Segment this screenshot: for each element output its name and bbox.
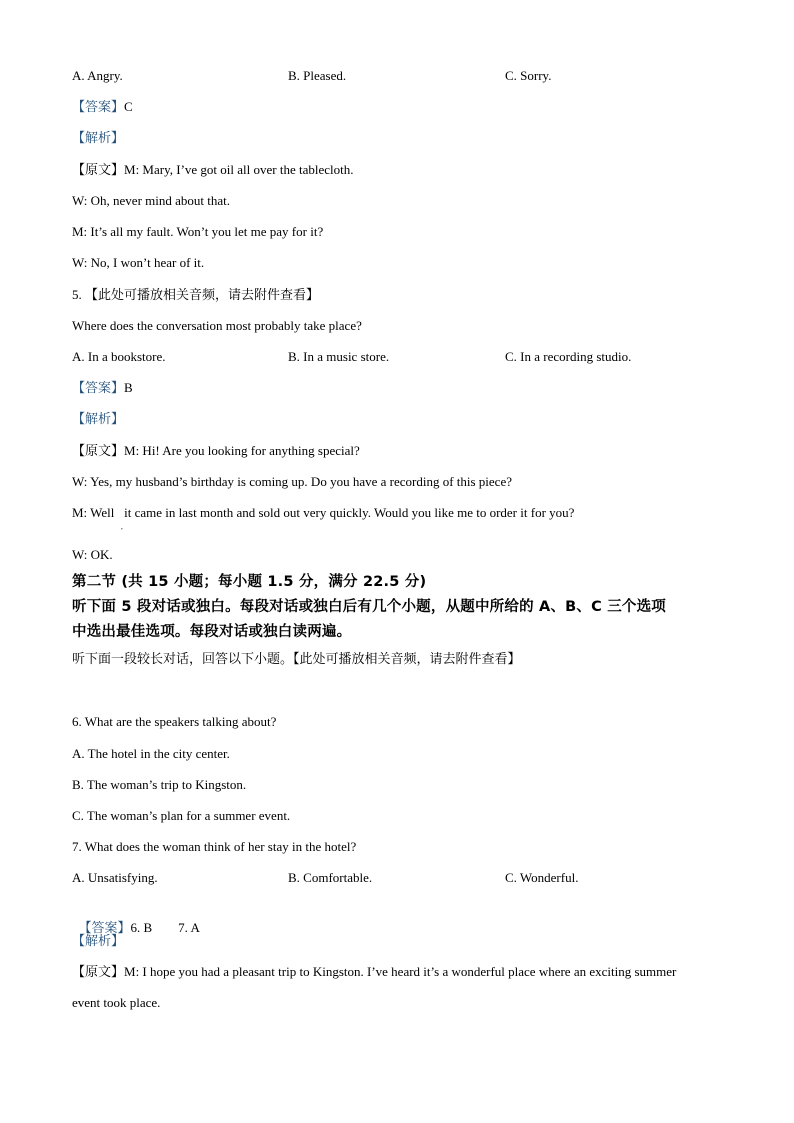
q6-option-b: B. The woman’s trip to Kingston.: [72, 777, 247, 792]
q5-number: 5.: [72, 287, 82, 302]
q5-audio-note: 【此处可播放相关音频，请去附件查看】: [85, 288, 320, 303]
q7-question: 7. What does the woman think of her stay in the hotel?: [72, 839, 357, 854]
analysis-tag: 【解析】: [72, 412, 125, 427]
q7-option-a: A. Unsatisfying.: [72, 870, 158, 885]
q5-dialogue-2: W: Yes, my husband’s birthday is coming up. Do you have a recording of this piece?: [72, 474, 512, 489]
q4-dialogue-4: W: No, I won’t hear of it.: [72, 255, 205, 270]
analysis-tag: 【解析】: [72, 131, 125, 146]
q5-dialogue-1: M: Hi! Are you looking for anything special?: [124, 443, 360, 458]
q7-option-c: C. Wonderful.: [505, 870, 579, 885]
section2-title: 第二节 (共 15 小题；每小题 1.5 分，满分 22.5 分): [72, 574, 427, 590]
q4-answer-line: [72, 98, 133, 117]
q6-option-c: C. The woman’s plan for a summer event.: [72, 808, 291, 823]
answer-tag: 【答案】: [72, 381, 125, 396]
original-tag: 【原文】: [72, 444, 125, 459]
q4-option-a: A. Angry.: [72, 68, 123, 83]
section2-listen-note: 听下面一段较长对话，回答以下小题。【此处可播放相关音频，请去附件查看】: [72, 652, 521, 667]
q7-original-line: [72, 963, 676, 982]
q4-dialogue-1: M: Mary, I’ve got oil all over the tablecloth.: [124, 162, 354, 177]
q4-original-line: [72, 161, 354, 180]
q4-dialogue-3: M: It’s all my fault. Won’t you let me pay for it?: [72, 224, 324, 239]
q5-analysis-line: [72, 410, 124, 429]
q4-dialogue-2: W: Oh, never mind about that.: [72, 193, 231, 208]
stray-comma-mark: ,: [121, 523, 123, 531]
q6-option-a: A. The hotel in the city center.: [72, 746, 230, 761]
q5-answer-value: B: [124, 380, 133, 395]
q7-dialogue-1: M: I hope you had a pleasant trip to Kingston. I’ve heard it’s a wonderful place where an exciting summer: [124, 964, 677, 979]
q5-dialogue-4: W: OK.: [72, 547, 113, 562]
q7-analysis-line: [72, 932, 124, 951]
analysis-tag: 【解析】: [72, 934, 125, 949]
q5-option-c: C. In a recording studio.: [505, 349, 632, 364]
section2-instruction-2: 中选出最佳选项。每段对话或独白读两遍。: [72, 624, 352, 640]
q4-analysis-line: [72, 129, 124, 148]
q4-answer-value: C: [124, 99, 133, 114]
section2-instruction-1: 听下面 5 段对话或独白。每段对话或独白后有几个小题，从题中所给的 A、B、C 三个选项: [72, 599, 666, 615]
q7-option-b: B. Comfortable.: [288, 870, 373, 885]
answer-tag: 【答案】: [72, 100, 125, 115]
q5-option-a: A. In a bookstore.: [72, 349, 166, 364]
q4-option-c: C. Sorry.: [505, 68, 552, 83]
original-tag: 【原文】: [72, 163, 125, 178]
q7-answer-value: 6. B 7. A: [130, 920, 200, 935]
original-tag: 【原文】: [72, 965, 125, 980]
q5-answer-line: [72, 379, 133, 398]
q4-option-b: B. Pleased.: [288, 68, 347, 83]
q5-header: [72, 286, 319, 305]
q7-dialogue-2: event took place.: [72, 995, 161, 1010]
q5-question: Where does the conversation most probably take place?: [72, 318, 362, 333]
q5-dialogue-3: M: Well it came in last month and sold out very quickly. Would you like me to order it for you?: [72, 505, 575, 520]
q6-question: 6. What are the speakers talking about?: [72, 714, 277, 729]
q5-option-b: B. In a music store.: [288, 349, 390, 364]
q5-original-line: [72, 442, 360, 461]
answer-tag: 【答案】: [78, 921, 131, 936]
